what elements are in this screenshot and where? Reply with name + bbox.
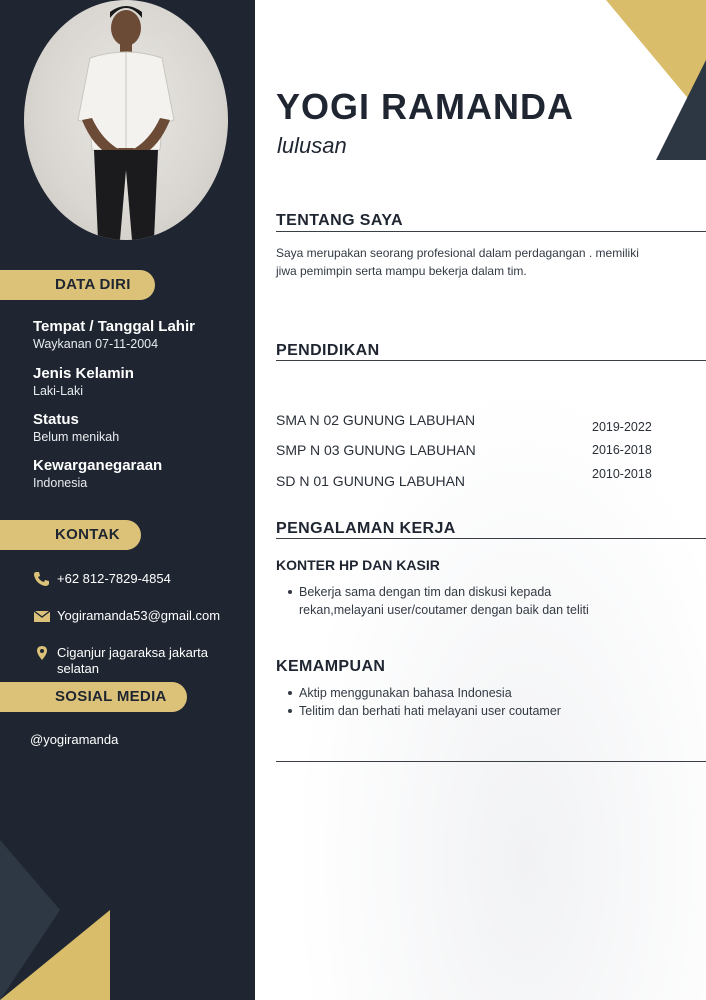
section-pill-sosial-media: SOSIAL MEDIA — [0, 682, 187, 712]
divider — [276, 761, 706, 762]
field-value: Indonesia — [33, 476, 88, 490]
contact-email[interactable] — [33, 608, 220, 624]
field-birth — [33, 318, 195, 352]
field-status — [33, 411, 119, 445]
decor-triangle — [0, 910, 110, 1000]
location-icon — [33, 645, 51, 661]
list-item: Bekerja sama dengan tim dan diskusi kepada rekan,melayani user/coutamer dengan baik dan teliti — [288, 583, 633, 619]
school-year: 2016-2018 — [592, 443, 652, 457]
field-label: Tempat / Tanggal Lahir — [33, 318, 195, 335]
school-item: SMP N 03 GUNUNG LABUHAN — [276, 442, 476, 458]
experience-list — [288, 583, 633, 619]
section-pill-kontak: KONTAK — [0, 520, 141, 550]
divider — [276, 231, 706, 232]
divider — [276, 360, 706, 361]
phone-icon — [33, 571, 51, 587]
skills-list — [288, 684, 688, 720]
list-item: Telitim dan berhati hati melayani user coutamer — [288, 702, 688, 720]
background-decor — [255, 300, 706, 1000]
section-title-about: TENTANG SAYA — [276, 212, 403, 229]
field-value: Belum menikah — [33, 430, 120, 444]
field-label: Jenis Kelamin — [33, 365, 134, 382]
section-title-education: PENDIDIKAN — [276, 342, 380, 359]
sidebar — [0, 0, 255, 1000]
divider — [276, 538, 706, 539]
contact-text: Yogiramanda53@gmail.com — [57, 608, 221, 623]
person-subtitle: lulusan — [277, 133, 347, 158]
school-year: 2019-2022 — [592, 420, 652, 434]
job-title: KONTER HP DAN KASIR — [276, 557, 440, 573]
contact-phone[interactable] — [33, 571, 171, 587]
contact-text: +62 812-7829-4854 — [57, 571, 171, 586]
contact-text: Ciganjur jagaraksa jakarta selatan — [57, 645, 209, 676]
profile-photo — [24, 0, 228, 240]
list-item: Aktip menggunakan bahasa Indonesia — [288, 684, 688, 702]
contact-address[interactable] — [33, 645, 223, 677]
mail-icon — [33, 608, 51, 624]
social-handle[interactable]: @yogiramanda — [30, 732, 119, 747]
person-name: YOGI RAMANDA — [276, 86, 574, 127]
school-item: SMA N 02 GUNUNG LABUHAN — [276, 412, 476, 428]
section-pill-data-diri: DATA DIRI — [0, 270, 155, 300]
decor-corner — [656, 60, 706, 160]
field-value: Waykanan 07-11-2004 — [33, 337, 159, 351]
field-value: Laki-Laki — [33, 384, 84, 398]
section-title-skills: KEMAMPUAN — [276, 658, 386, 675]
field-gender — [33, 365, 134, 399]
section-title-experience: PENGALAMAN KERJA — [276, 520, 456, 537]
about-text: Saya merupakan seorang profesional dalam perdagangan . memiliki jiwa pemimpin serta mampu bekerja dalam tim. — [276, 246, 639, 278]
field-label: Kewarganegaraan — [33, 457, 163, 474]
field-nationality — [33, 457, 162, 491]
school-item: SD N 01 GUNUNG LABUHAN — [276, 473, 466, 489]
school-year: 2010-2018 — [592, 467, 652, 481]
field-label: Status — [33, 411, 79, 428]
